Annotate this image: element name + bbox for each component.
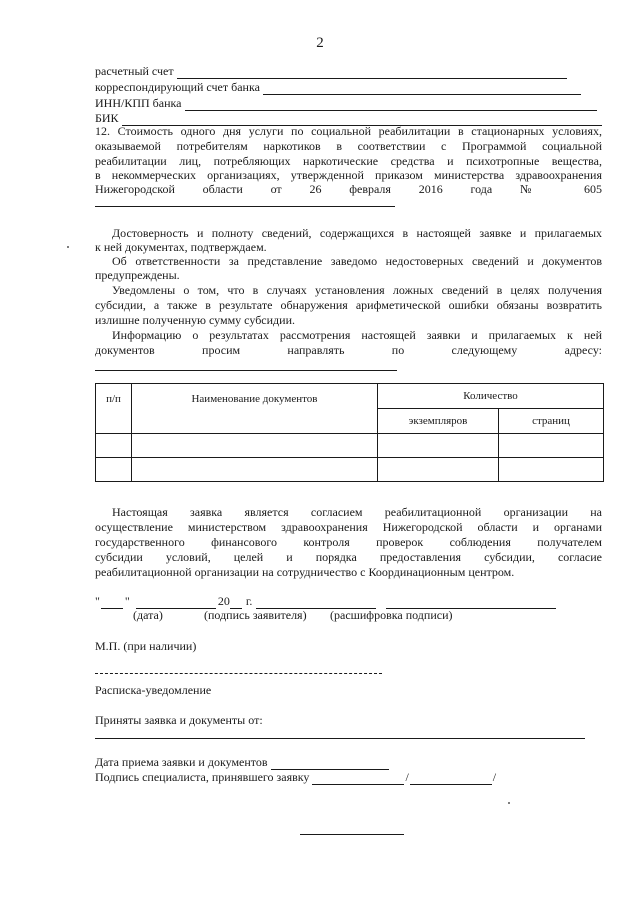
declaration-line-6: субсидии, а также в результате обнаружения арифметической ошибки обязаны возвратить xyxy=(95,298,602,312)
declaration-line-8: Информацию о результатах рассмотрения настоящей заявки и прилагаемых к ней xyxy=(112,328,602,342)
col-name-header: Наименование документов xyxy=(132,384,378,434)
table-cell[interactable] xyxy=(96,458,132,482)
scan-speck xyxy=(67,246,69,248)
settlement-account-field[interactable] xyxy=(95,64,567,79)
slash-2: / xyxy=(492,770,497,784)
table-cell[interactable] xyxy=(499,458,604,482)
receipt-date-label: Дата приема заявки и документов xyxy=(95,755,268,769)
consent-line-1: Настоящая заявка является согласием реабилитационной организации на xyxy=(112,505,602,519)
correspondent-account-line xyxy=(263,82,581,95)
item12-line-5: Нижегородской области от 26 февраля 2016 года № 605 xyxy=(95,182,602,196)
specialist-label: Подпись специалиста, принявшего заявку xyxy=(95,770,310,784)
day-field[interactable] xyxy=(101,596,123,609)
inn-kpp-field[interactable] xyxy=(95,96,597,111)
slash-1: / xyxy=(405,770,409,784)
caption-signature: (подпись заявителя) xyxy=(204,608,307,622)
quote-close: " xyxy=(124,594,130,608)
stamp-label: М.П. (при наличии) xyxy=(95,639,197,653)
table-row xyxy=(96,458,604,482)
documents-table xyxy=(95,383,604,482)
declaration-line-9: документов просим направлять по следующему адресу: xyxy=(95,343,602,357)
signature-date-row xyxy=(95,594,556,609)
item12-fill-line[interactable] xyxy=(95,206,395,207)
bik-label: БИК xyxy=(95,111,119,125)
settlement-account-label: расчетный счет xyxy=(95,64,174,78)
item12-line-2: оказываемой потребителям наркотиков в соответствии с Программой социальной xyxy=(95,139,602,153)
consent-line-2: осуществление министерством здравоохранения Нижегородской области и органами xyxy=(95,520,602,534)
table-cell[interactable] xyxy=(132,434,378,458)
declaration-line-3: Об ответственности за представление заведомо недостоверных сведений и документов xyxy=(112,254,602,268)
scan-speck xyxy=(508,802,510,804)
receipt-date-field[interactable] xyxy=(95,755,389,770)
col-pages-header: страниц xyxy=(499,409,604,434)
accepted-from-label: Приняты заявка и документы от: xyxy=(95,713,263,727)
declaration-line-5: Уведомлены о том, что в случаях установления ложных сведений в целях получения xyxy=(112,283,602,297)
item12-line-1: 12. Стоимость одного дня услуги по социальной реабилитации в стационарных условиях, xyxy=(95,124,602,138)
settlement-account-line xyxy=(177,66,567,79)
table-cell[interactable] xyxy=(378,458,499,482)
table-cell[interactable] xyxy=(132,458,378,482)
specialist-signature-field[interactable] xyxy=(95,770,496,785)
item12-line-3: реабилитации лиц, потребляющих наркотические средства и психотропные вещества, xyxy=(95,154,602,168)
table-cell[interactable] xyxy=(378,434,499,458)
declaration-line-4: предупреждены. xyxy=(95,268,180,282)
item12-line-4: в некоммерческих организациях, утвержденной приказом министерства здравоохранения xyxy=(95,168,602,182)
col-copies-header: экземпляров xyxy=(378,409,499,434)
declaration-line-1: Достоверность и полноту сведений, содержащихся в настоящей заявке и прилагаемых xyxy=(112,226,602,240)
table-cell[interactable] xyxy=(499,434,604,458)
caption-decode: (расшифровка подписи) xyxy=(330,608,453,622)
col-quantity-header: Количество xyxy=(378,384,604,409)
col-number-header: п/п xyxy=(96,384,132,434)
inn-kpp-line xyxy=(185,98,597,111)
consent-line-3: государственного финансового контроля проверок соблюдения получателем xyxy=(95,535,602,549)
specialist-name-line xyxy=(410,772,492,785)
table-row xyxy=(96,434,604,458)
consent-line-5: реабилитационной организации на сотрудничество с Координационным центром. xyxy=(95,565,515,579)
declaration-line-7: излишне полученную сумму субсидии. xyxy=(95,313,295,327)
year-prefix: 20 xyxy=(217,594,230,608)
consent-line-4: субсидии условий, целей и порядка предоставления субсидии, согласие xyxy=(95,550,602,564)
receipt-date-line xyxy=(271,757,389,770)
year-suffix: г. xyxy=(245,594,253,608)
inn-kpp-label: ИНН/КПП банка xyxy=(95,96,182,110)
declaration-line-2: к ней документах, подтверждаем. xyxy=(95,240,267,254)
correspondent-account-label: корреспондирующий счет банка xyxy=(95,80,260,94)
caption-date: (дата) xyxy=(133,608,163,622)
footer-line xyxy=(300,834,404,835)
table-cell[interactable] xyxy=(96,434,132,458)
cut-line xyxy=(95,673,382,674)
accepted-from-line[interactable] xyxy=(95,738,585,739)
receipt-title: Расписка-уведомление xyxy=(95,683,212,697)
address-fill-line[interactable] xyxy=(95,370,397,371)
specialist-signature-line xyxy=(312,772,404,785)
quote-open: " xyxy=(95,594,100,608)
correspondent-account-field[interactable] xyxy=(95,80,581,95)
page-number: 2 xyxy=(316,35,324,51)
